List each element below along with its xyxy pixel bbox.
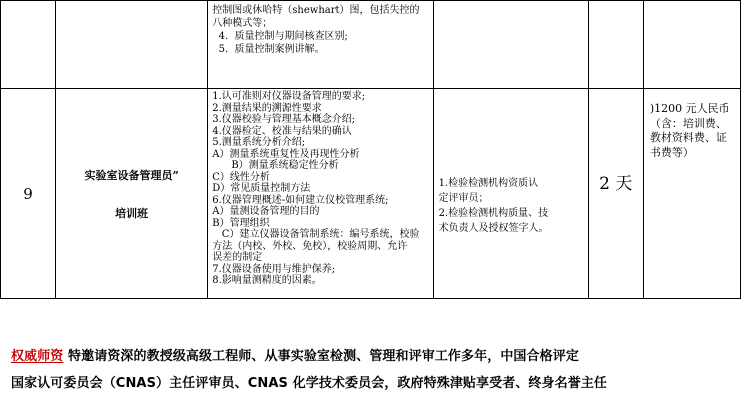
content-line: 8.影响量测精度的因素。 bbox=[212, 275, 322, 286]
days-cell bbox=[588, 1, 643, 89]
content-line: 3.仪器校验与管理基本概念介绍; bbox=[212, 114, 356, 125]
content-line: 1.认可准则对仪器设备管理的要求; bbox=[212, 91, 366, 102]
course-name-suffix: 培训班 bbox=[115, 206, 149, 220]
content-line: B）测量系统稳定性分析 bbox=[212, 160, 339, 171]
fee-line: )1200 元人民币 bbox=[649, 102, 730, 115]
content-line: C）线性分析 bbox=[212, 171, 270, 183]
content-line: B）管理组织 bbox=[212, 217, 270, 229]
fee-line: （含：培训费、 bbox=[649, 116, 727, 130]
content-line: D）常见质量控制方法 bbox=[212, 183, 311, 194]
content-cell bbox=[208, 89, 433, 299]
content-line: C）建立仪器设备管制系统：编号系统，校验 bbox=[212, 229, 420, 240]
content-line: 6.仪器管理概述-如何建立仪校管理系统; bbox=[212, 194, 389, 206]
content-cell bbox=[208, 1, 433, 89]
content-line: 控制图或休哈特（shewhart）图，包括失控的 bbox=[212, 5, 420, 16]
content-line: A）测量系统重复性及再现性分析 bbox=[212, 148, 360, 160]
days-cell bbox=[588, 89, 643, 299]
content-line: 八种模式等； bbox=[212, 18, 273, 29]
target-list bbox=[434, 176, 588, 236]
target-cell bbox=[433, 89, 588, 299]
name-cell bbox=[56, 1, 208, 89]
table-row-9 bbox=[1, 89, 741, 299]
number-cell bbox=[1, 1, 56, 89]
target-line: 定评审员； bbox=[438, 192, 489, 204]
content-line: 5. 质量控制案例讲解。 bbox=[212, 44, 325, 55]
intro-line-1 bbox=[11, 343, 746, 370]
content-line: 方法（内校、外校、免校），校验周期、允许 bbox=[212, 240, 408, 252]
content-line: 7.仪器设备使用与维护保养; bbox=[212, 263, 336, 275]
target-line: 术负责人及授权签字人。 bbox=[438, 222, 549, 234]
intro-highlight: 权威师资 bbox=[11, 349, 64, 364]
fee-line: 书费等） bbox=[649, 145, 694, 159]
content-line: 误差的制定 bbox=[212, 252, 263, 263]
intro-text: 特邀请资深的教授级高级工程师、从事实验室检测、管理和评审工作多年，中国合格评定 bbox=[63, 349, 579, 364]
fee-list bbox=[644, 89, 740, 160]
fee-cell bbox=[643, 1, 740, 89]
course-name: 实验室设备管理员” bbox=[84, 168, 179, 182]
content-list bbox=[208, 89, 432, 287]
content-line: 5.测量系统分析介绍; bbox=[212, 137, 306, 148]
faculty-intro bbox=[11, 343, 746, 397]
intro-line-2: 国家认可委员会（CNAS）主任评审员、CNAS 化学技术委员会，政府特殊津贴享受者、终身名誉主任 bbox=[11, 376, 608, 391]
number-cell: 9 bbox=[1, 89, 56, 299]
content-line: 4. 质量控制与期间核查区别; bbox=[212, 31, 348, 42]
target-line: 1.检验检测机构资质认 bbox=[438, 177, 539, 189]
content-list bbox=[208, 1, 432, 56]
content-line: 2.测量结果的溯源性要求 bbox=[212, 102, 322, 114]
name-cell bbox=[56, 89, 208, 299]
content-line: 4.仪器检定、校准与结果的确认 bbox=[212, 125, 352, 137]
fee-line: 教材资料费、证 bbox=[649, 131, 727, 144]
fee-cell bbox=[643, 89, 740, 299]
content-line: A）量测设备管理的目的 bbox=[212, 206, 320, 217]
target-cell bbox=[433, 1, 588, 89]
days-value: 2 天 bbox=[599, 174, 633, 194]
target-line: 2.检验检测机构质量、技 bbox=[438, 207, 549, 219]
table-row-previous bbox=[1, 1, 741, 89]
